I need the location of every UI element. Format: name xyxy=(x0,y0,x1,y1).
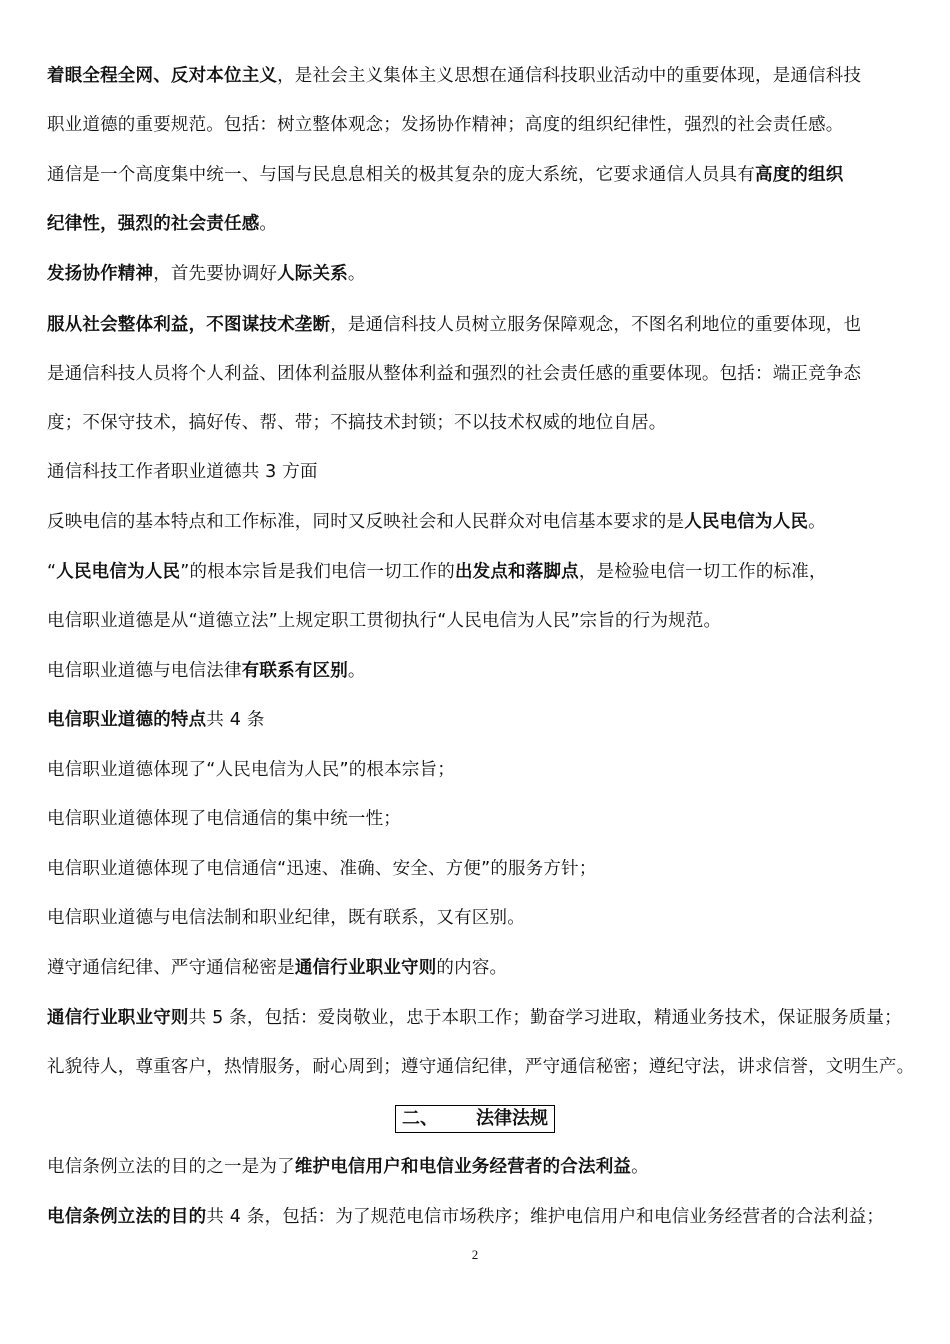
text-span: 电信职业道德与电信法制和职业纪律，既有联系，又有区别。 xyxy=(47,908,525,928)
text-line xyxy=(47,313,917,337)
text-line xyxy=(47,956,917,980)
text-span: 共 4 条，包括：为了规范电信市场秩序；维护电信用户和电信业务经营者的合法利益； xyxy=(206,1207,885,1227)
text-span: “ xyxy=(47,562,57,582)
text-span: ，是通信科技人员树立服务保障观念，不图名利地位的重要体现，也 xyxy=(330,315,862,335)
text-span: 通信科技工作者职业道德共 3 方面 xyxy=(47,462,318,482)
text-line xyxy=(47,1155,917,1179)
bold-text: 人民电信为人民 xyxy=(56,562,181,582)
text-span: 电信条例立法的目的之一是为了 xyxy=(47,1157,295,1177)
text-span: 电信职业道德与电信法律 xyxy=(47,661,242,681)
text-span: 。 xyxy=(808,512,826,532)
text-line xyxy=(47,758,917,782)
text-span: 礼貌待人，尊重客户，热情服务，耐心周到；遵守通信纪律，严守通信秘密；遵纪守法，讲求信誉，文明生产。 xyxy=(47,1057,915,1077)
text-line xyxy=(47,460,917,484)
text-line xyxy=(47,659,917,683)
text-span: ，是社会主义集体主义思想在通信科技职业活动中的重要体现，是通信科技 xyxy=(277,66,862,86)
bold-text: 通信行业职业守则 xyxy=(47,1008,189,1028)
text-span: 是通信科技人员将个人利益、团体利益服从整体利益和强烈的社会责任感的重要体现。包括：端正竞争态 xyxy=(47,364,862,384)
bold-text: 有联系有区别 xyxy=(241,661,348,681)
text-span: 电信职业道德是从“道德立法”上规定职工贯彻执行“人民电信为人民”宗旨的行为规范。 xyxy=(47,611,722,631)
bold-text: 服从社会整体利益，不图谋技术垄断 xyxy=(47,315,331,335)
text-line xyxy=(47,163,917,187)
bold-text: 电信条例立法的目的 xyxy=(47,1207,207,1227)
text-span: ，是检验电信一切工作的标准， xyxy=(578,562,827,582)
text-line xyxy=(47,64,917,88)
page-number: 2 xyxy=(471,1247,479,1262)
text-span: 电信职业道德体现了电信通信的集中统一性； xyxy=(47,809,401,829)
text-span: 共 5 条，包括：爱岗敬业，忠于本职工作；勤奋学习进取，精通业务技术，保证服务质量； xyxy=(188,1008,902,1028)
text-span: 共 4 条 xyxy=(206,710,265,730)
text-line xyxy=(47,609,917,633)
text-line xyxy=(47,212,917,236)
text-span: 电信职业道德体现了“人民电信为人民”的根本宗旨； xyxy=(47,760,455,780)
bold-text: 着眼全程全网、反对本位主义 xyxy=(47,66,278,86)
text-span: 遵守通信纪律、严守通信秘密是 xyxy=(47,958,295,978)
text-line xyxy=(47,1006,917,1030)
bold-text: 高度的组织 xyxy=(755,165,844,185)
bold-text: 人民电信为人民 xyxy=(684,512,809,532)
text-line xyxy=(47,560,917,584)
text-span: 的内容。 xyxy=(436,958,508,978)
text-line xyxy=(47,510,917,534)
text-span: ，首先要协调好 xyxy=(153,264,278,284)
bold-text: 人际关系 xyxy=(277,264,348,284)
text-span: ”的根本宗旨是我们电信一切工作的 xyxy=(180,562,455,582)
text-span: 反映电信的基本特点和工作标准，同时又反映社会和人民群众对电信基本要求的是 xyxy=(47,512,685,532)
section-heading-box xyxy=(395,1105,555,1133)
text-span: 职业道德的重要规范。包括：树立整体观念；发扬协作精神；高度的组织纪律性，强烈的社会责任感。 xyxy=(47,115,844,135)
text-line xyxy=(47,807,917,831)
text-line xyxy=(47,411,917,435)
text-span: 通信是一个高度集中统一、与国与民息息相关的极其复杂的庞大系统，它要求通信人员具有 xyxy=(47,165,755,185)
text-line xyxy=(47,906,917,930)
text-span: 。 xyxy=(631,1157,649,1177)
text-span: 。 xyxy=(259,214,278,234)
text-line xyxy=(47,708,917,732)
text-line xyxy=(47,362,917,386)
text-span: 度；不保守技术，搞好传、帮、带；不搞技术封锁；不以技术权威的地位自居。 xyxy=(47,413,667,433)
section-title: 法律法规 xyxy=(476,1108,548,1129)
text-line xyxy=(47,113,917,137)
bold-text: 出发点和落脚点 xyxy=(454,562,579,582)
text-span: 。 xyxy=(347,661,366,681)
text-line xyxy=(47,1055,917,1079)
bold-text: 发扬协作精神 xyxy=(47,264,154,284)
bold-text: 纪律性，强烈的社会责任感 xyxy=(47,214,260,234)
section-heading xyxy=(0,1105,950,1133)
bold-text: 电信职业道德的特点 xyxy=(47,710,207,730)
text-span: 。 xyxy=(347,264,366,284)
text-line xyxy=(47,262,917,286)
bold-text: 维护电信用户和电信业务经营者的合法利益 xyxy=(294,1157,632,1177)
text-line xyxy=(47,857,917,881)
text-line xyxy=(47,1205,917,1229)
bold-text: 通信行业职业守则 xyxy=(294,958,437,978)
section-number: 二、 xyxy=(402,1108,438,1129)
text-span: 电信职业道德体现了电信通信“迅速、准确、安全、方便”的服务方针； xyxy=(47,859,597,879)
